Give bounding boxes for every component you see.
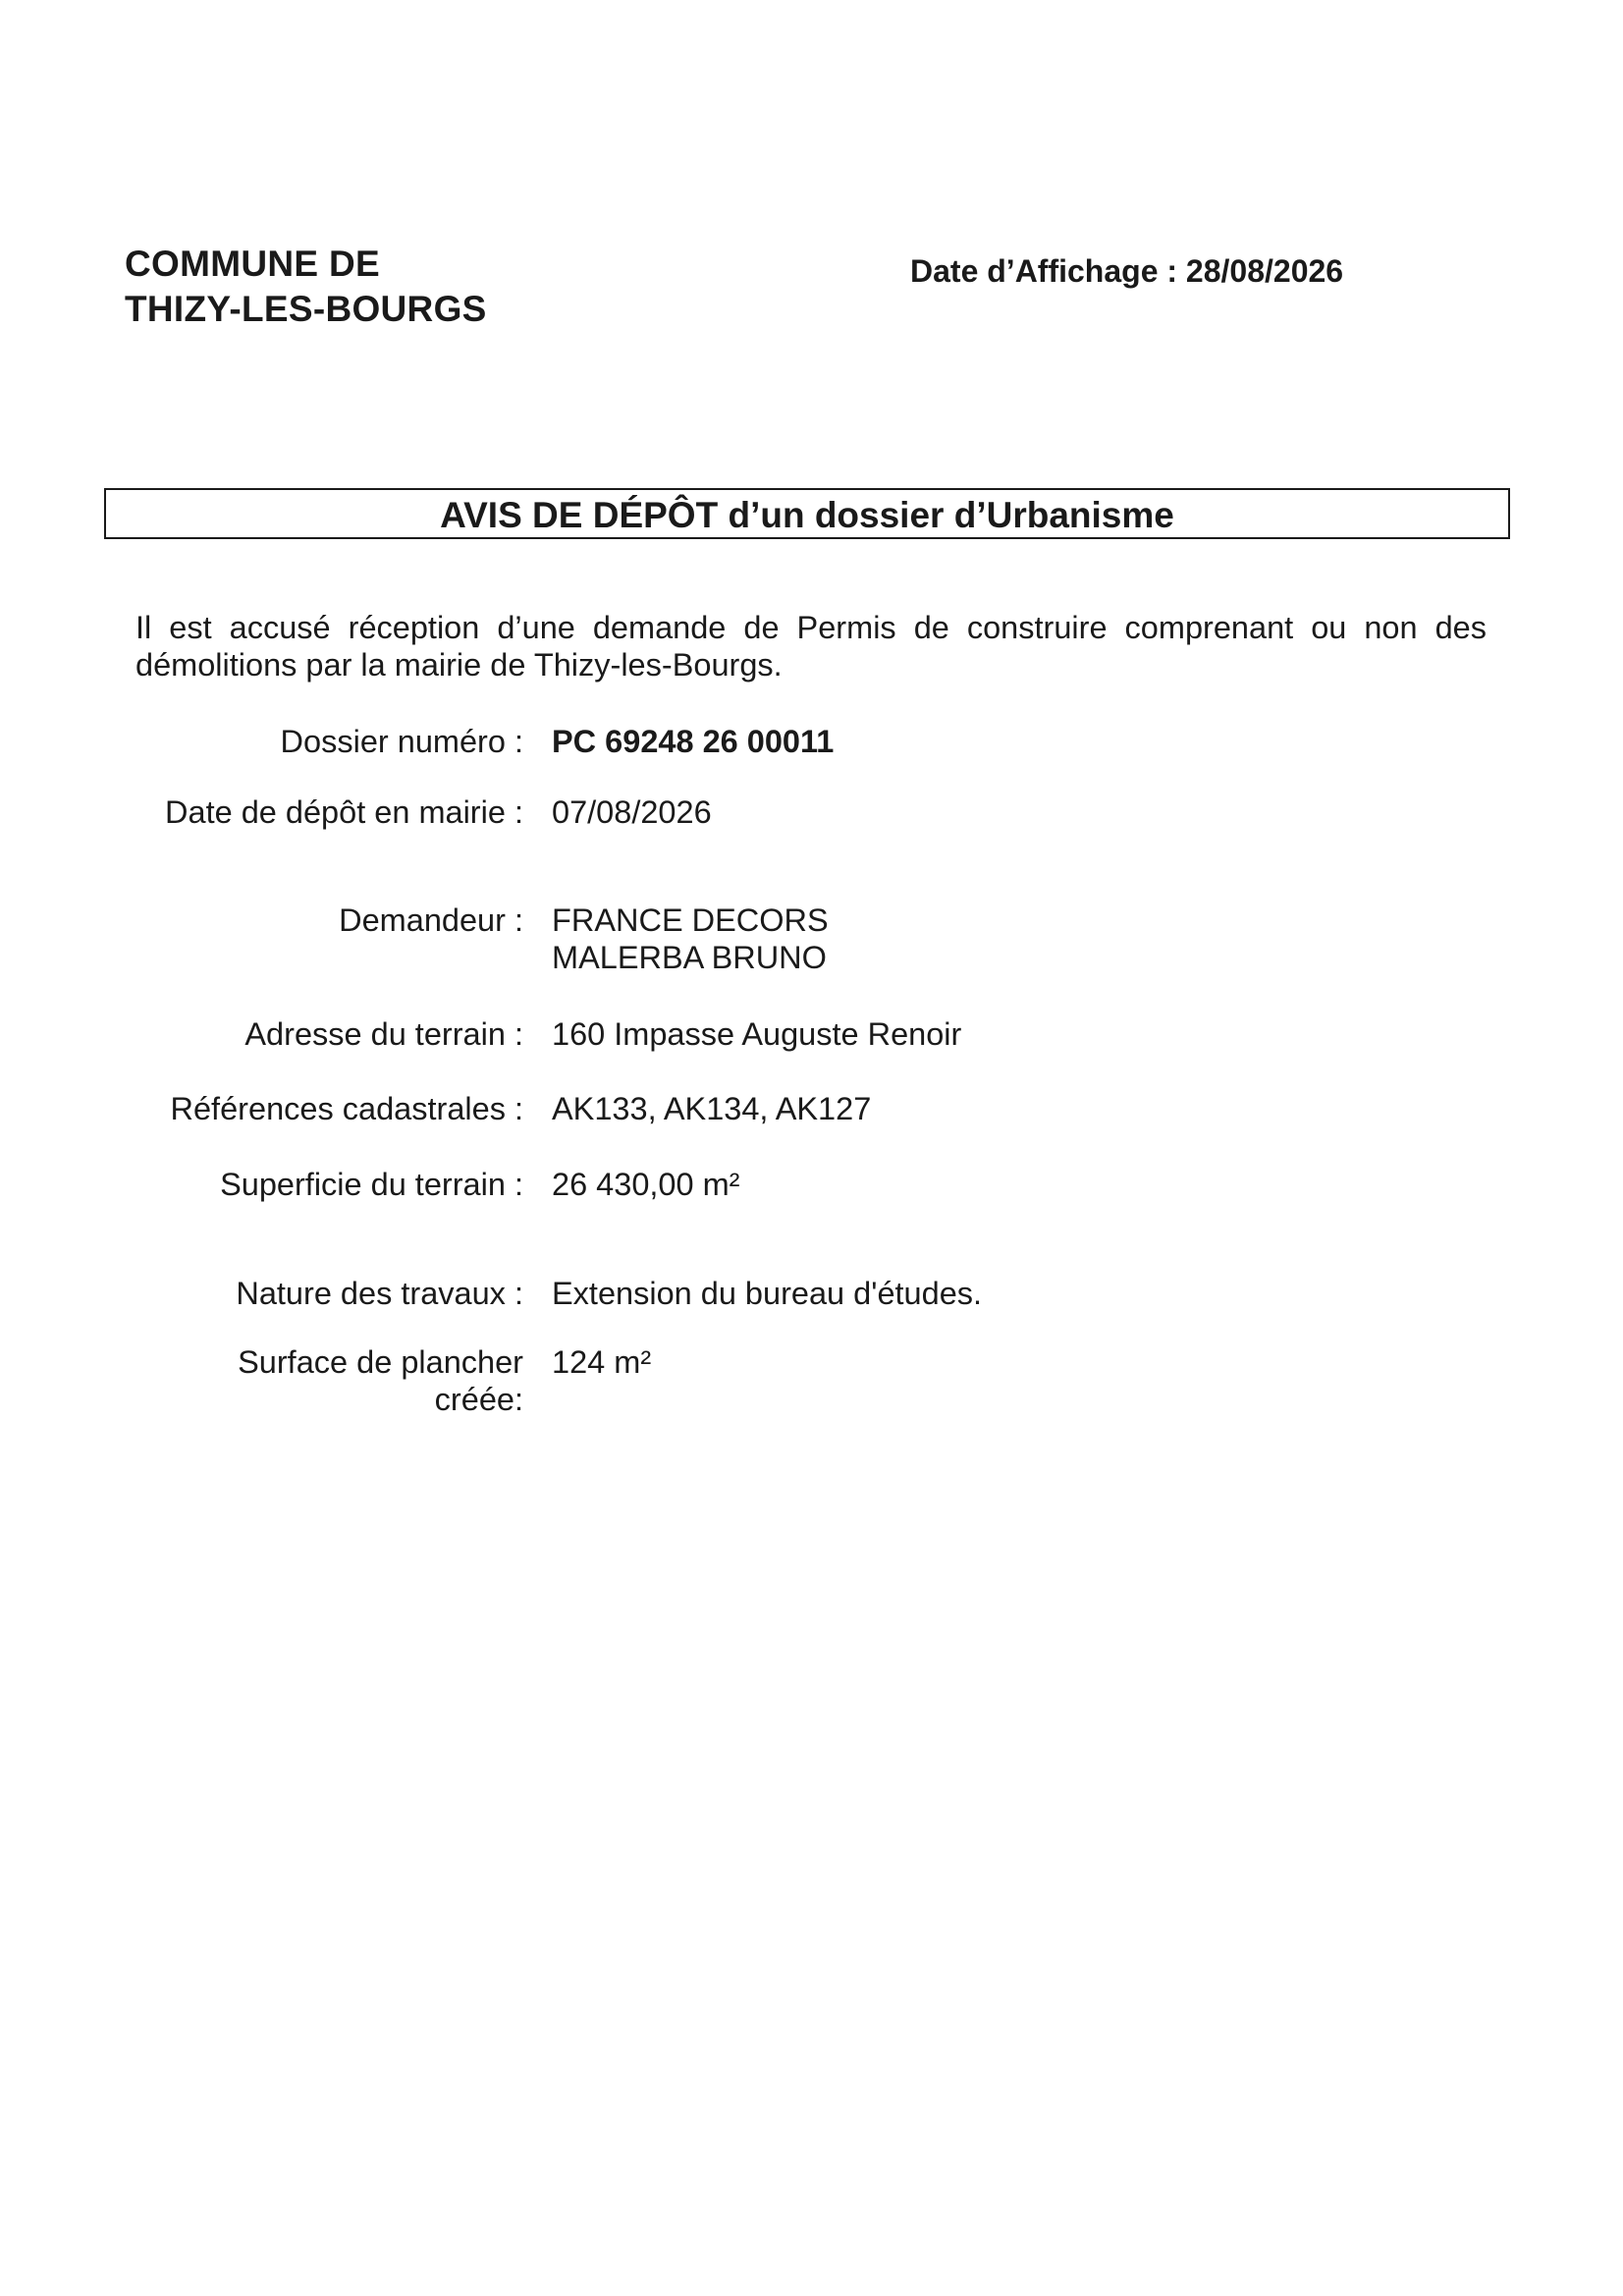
commune-name	[125, 242, 487, 332]
field-adresse-value: 160 Impasse Auguste Renoir	[552, 1016, 962, 1052]
field-date-depot-value: 07/08/2026	[552, 794, 712, 830]
field-dossier-label: Dossier numéro :	[280, 724, 523, 759]
field-demandeur-value	[552, 902, 829, 976]
field-nature-value: Extension du bureau d'études.	[552, 1276, 983, 1311]
field-cadastre-label: Références cadastrales :	[170, 1091, 523, 1126]
surface-label-line-1: Surface de plancher	[238, 1344, 523, 1380]
field-superficie-value: 26 430,00 m²	[552, 1167, 740, 1202]
field-cadastre-value: AK133, AK134, AK127	[552, 1091, 872, 1126]
commune-line-1: COMMUNE DE	[125, 244, 380, 284]
demandeur-line-2: MALERBA BRUNO	[552, 940, 827, 975]
field-dossier-value: PC 69248 26 00011	[552, 724, 835, 759]
notice-title-box	[104, 488, 1510, 539]
field-date-depot-label: Date de dépôt en mairie :	[165, 794, 523, 830]
demandeur-line-1: FRANCE DECORS	[552, 902, 829, 938]
surface-label-line-2: créée:	[434, 1382, 523, 1417]
field-demandeur-label: Demandeur :	[339, 902, 523, 938]
date-affichage: Date d’Affichage : 28/08/2026	[910, 253, 1344, 289]
field-surface-label	[238, 1343, 523, 1418]
field-superficie-label: Superficie du terrain :	[220, 1167, 523, 1202]
commune-line-2: THIZY-LES-BOURGS	[125, 289, 487, 329]
intro-paragraph: Il est accusé réception d’une demande de Permis de construire comprenant ou non des démolitions par la mairie de Thizy-les-Bourgs.	[135, 610, 1487, 683]
field-nature-label: Nature des travaux :	[236, 1276, 523, 1311]
field-adresse-label: Adresse du terrain :	[244, 1016, 523, 1052]
notice-title: AVIS DE DÉPÔT d’un dossier d’Urbanisme	[440, 495, 1174, 535]
field-surface-value: 124 m²	[552, 1344, 652, 1380]
